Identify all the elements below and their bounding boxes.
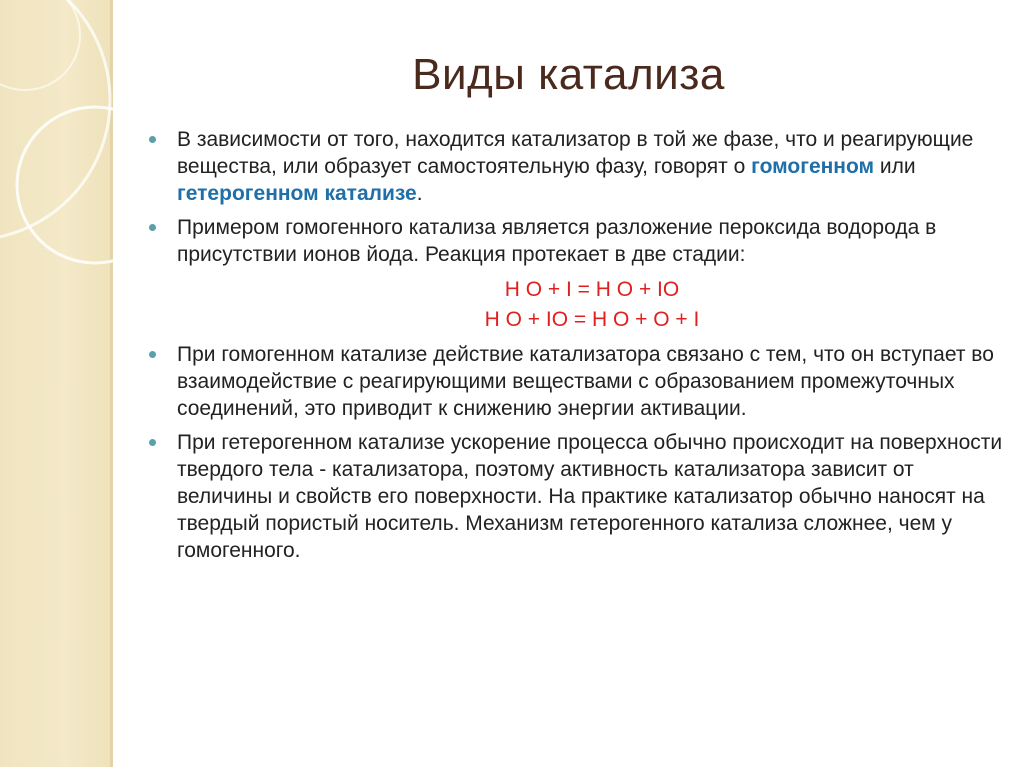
paragraph-1 — [147, 126, 1007, 207]
decorative-circles — [0, 0, 130, 767]
bullet-dot — [149, 351, 156, 358]
paragraph-4-text: При гетерогенном катализе ускорение процесса обычно происходит на поверхности твердого тела - катализатора, поэтому активность катализатора зависит от величины и свойств его поверхности. На практике катализатор обычно наносят на твердый пористый носитель. Механизм гетерогенного катализа сложнее, чем у гомогенного. — [177, 431, 1003, 562]
paragraph-3-text: При гомогенном катализе действие катализатора связано с тем, что он вступает во взаимодействие с реагирующими веществами с образованием промежуточных соединений, это приводит к снижению энергии активации. — [177, 343, 994, 420]
bullet-dot — [149, 136, 156, 143]
paragraph-1-text-c: . — [416, 182, 423, 205]
reaction-formula-1: Н О + I = Н О + IO — [504, 278, 680, 301]
paragraph-2 — [147, 214, 1007, 268]
paragraph-4 — [147, 429, 1007, 564]
bullet-dot — [149, 439, 156, 446]
paragraph-3 — [147, 341, 1007, 422]
bullet-dot — [149, 224, 156, 231]
decor-circle-small — [0, 0, 80, 90]
reaction-formulas — [147, 275, 1007, 335]
slide — [113, 0, 1024, 767]
paragraph-1-text-a: В зависимости от того, находится катализатор в той же фазе, что и реагирующие вещества, или образует самостоятельную фазу, говорят о — [177, 128, 974, 178]
decor-circle-large — [0, 0, 110, 240]
term-homogeneous: гомогенном — [751, 155, 875, 178]
paragraph-2-text: Примером гомогенного катализа является разложение пероксида водорода в присутствии ионов йода. Реакция протекает в две стадии: — [177, 216, 937, 266]
slide-content — [147, 126, 1007, 571]
slide-title: Виды катализа — [412, 50, 725, 99]
reaction-formula-2: Н О + IO = Н О + О + I — [484, 308, 700, 331]
term-heterogeneous: гетерогенном катализе — [177, 182, 417, 205]
paragraph-1-text-b: или — [874, 155, 916, 178]
